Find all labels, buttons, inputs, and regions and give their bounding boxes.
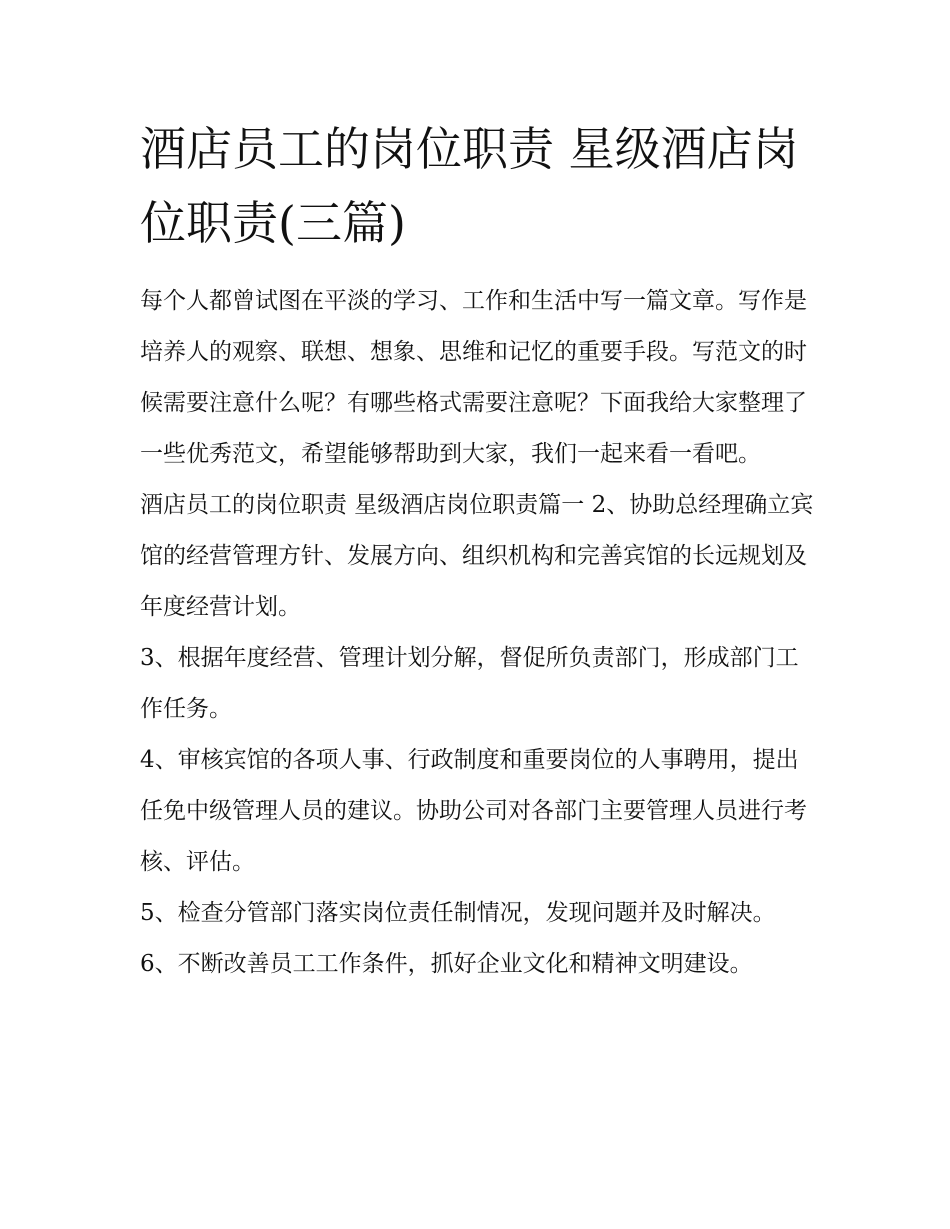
paragraph-item-2: 酒店员工的岗位职责 星级酒店岗位职责篇一 2、协助总经理确立宾馆的经营管理方针、发展方向、组织机构和完善宾馆的长远规划及年度经营计划。: [140, 492, 814, 620]
paragraph-intro: 每个人都曾试图在平淡的学习、工作和生活中写一篇文章。写作是培养人的观察、联想、想象、思维和记忆的重要手段。写范文的时候需要注意什么呢？有哪些格式需要注意呢？下面我给大家整理了一些优秀范文，希望能够帮助到大家，我们一起来看一看吧。: [140, 288, 807, 467]
paragraph-item-5-6: 5、检查分管部门落实岗位责任制情况，发现问题并及时解决。 6、不断改善员工工作条件，抓好企业文化和精神文明建设。: [140, 900, 776, 977]
document-title: 酒店员工的岗位职责 星级酒店岗位职责(三篇): [140, 122, 799, 250]
paragraph-item-4: 4、审核宾馆的各项人事、行政制度和重要岗位的人事聘用，提出任免中级管理人员的建议。协助公司对各部门主要管理人员进行考核、评估。: [140, 747, 807, 875]
paragraph-item-3: 3、根据年度经营、管理计划分解，督促所负责部门，形成部门工作任务。: [140, 645, 799, 722]
document-body: [140, 276, 820, 990]
